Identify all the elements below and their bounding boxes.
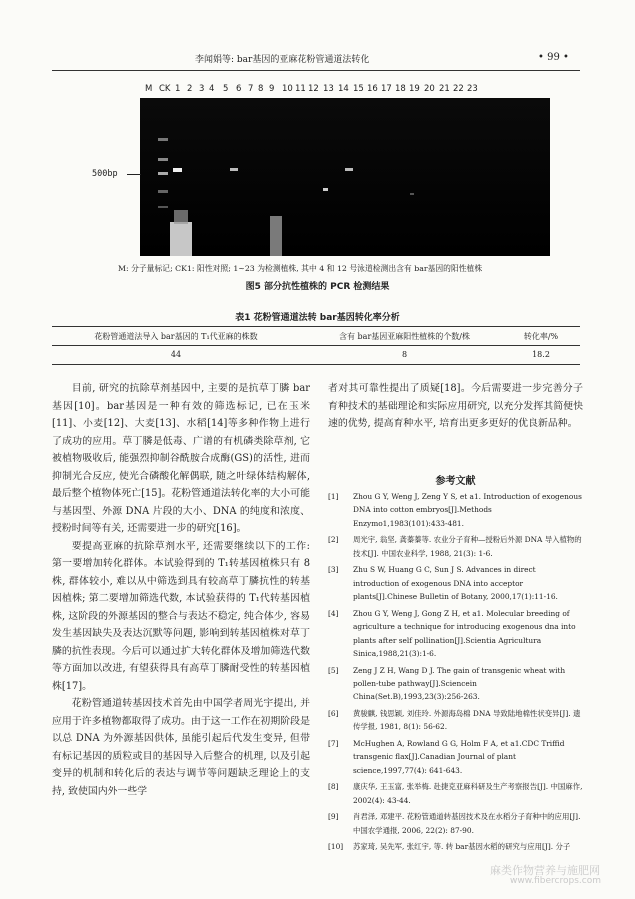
gel-lane-label: 2	[187, 84, 193, 94]
gel-lane-label: 12	[308, 84, 319, 94]
table-header-cell: 转化率/%	[523, 332, 559, 341]
reference-item	[328, 737, 583, 777]
reference-item	[328, 607, 583, 661]
table-cell: 44	[170, 350, 182, 359]
marker-size-label: 500bp	[92, 169, 118, 179]
reference-text: 肖君泽, 邓建平. 花粉管通道转基因技术及在水稻分子育种中的应用[J]. 中国农学通报, 2006, 22(2): 87-90.	[353, 812, 581, 835]
reference-number: [9]	[328, 812, 339, 822]
reference-number: [2]	[328, 535, 339, 545]
table-header-row	[52, 327, 580, 345]
reference-number: [7]	[328, 739, 339, 749]
reference-number: [5]	[328, 665, 339, 675]
reference-text: 康庆华, 王玉富, 张举梅. 赴捷克亚麻科研及生产考察报告[J]. 中国麻作, 2002(4): 43-44.	[353, 782, 583, 805]
gel-lane-label: 8	[258, 84, 264, 94]
reference-number: [10]	[328, 842, 344, 852]
figure-note: M: 分子量标记; CK1: 阳性对照; 1~23 为检测植株, 其中 4 和 12 号泳道检测出含有 bar基因的阳性植株	[118, 264, 483, 273]
gel-lane-labels	[145, 84, 555, 96]
reference-item	[328, 810, 583, 837]
watermark-text: 麻类作物营养与施肥网	[490, 864, 600, 877]
reference-number: [6]	[328, 709, 339, 719]
reference-list	[328, 490, 583, 857]
reference-text: 苏家琦, 吴先军, 张红宇, 等. 转 bar基因水稻的研究与应用[J]. 分子	[353, 842, 571, 852]
reference-item	[328, 707, 583, 734]
gel-lane-label: 4	[209, 84, 215, 94]
pcr-gel-image	[140, 98, 550, 256]
running-header	[0, 52, 635, 68]
gel-lane-label: 1	[175, 84, 181, 94]
reference-number: [4]	[328, 608, 339, 618]
table-header-cell: 含有 bar基因亚麻阳性植株的个数/株	[339, 332, 470, 341]
gel-lane-label: 18	[395, 84, 406, 94]
reference-item	[328, 490, 583, 530]
gel-lane-label: CK	[159, 84, 171, 94]
reference-text: McHughen A, Rowland G G, Holm F A, et a1.CDC Triffid transgenic flax[J].Canadian Journal of plant science,1997,77(4): 641-643.	[353, 739, 565, 775]
gel-lane-label: 14	[338, 84, 349, 94]
body-text-right-column	[328, 380, 583, 433]
gel-lane-label: 7	[248, 84, 254, 94]
reference-item	[328, 563, 583, 603]
body-paragraph: 目前, 研究的抗除草剂基因中, 主要的是抗草丁膦 bar基因[10]。bar基因是一种有效的筛选标记, 已在玉米[11]、小麦[12]、大麦[13]、水稻[14]等多种作物上进行了成功的应用。草丁膦是低毒、广谱的有机磷类除草剂, 它被植物吸收后, 能强烈抑制谷酰胺合成酶(GS)的活性, 进而抑制光合反应, 使光合磷酸化解偶联, 随之叶绿体结构解体, 最后整个植物体死亡[15]。花粉管通道法转化率的大小可能与基因型、外源 DNA 片段的大小、DNA 的纯度和浓度、授粉时间等有关, 还需要进一步的研究[16]。	[52, 383, 310, 534]
table-header-cell: 花粉管通道法导入 bar基因的 T₁代亚麻的株数	[94, 332, 258, 341]
running-title: 李闻娟等: bar基因的亚麻花粉管通道法转化	[195, 55, 370, 65]
reference-text: Zhou G Y, Weng J, Gong Z H, et a1. Molecular breeding of agriculture a technique for introducing exogenous dna into plants after self pollination[J].Scientia Agricultura Sinica,1988,21(3):1-6.	[353, 608, 576, 659]
references-heading: 参考文献	[435, 476, 476, 487]
table-caption: 表1 花粉管通道法转 bar基因转化率分析	[235, 313, 400, 323]
marker-pointer-line	[127, 174, 141, 175]
reference-number: [1]	[328, 492, 339, 501]
gel-lane-label: 21	[439, 84, 450, 94]
gel-lane-label: 16	[367, 84, 378, 94]
table-cell: 8	[401, 350, 408, 359]
reference-text: Zeng J Z H, Wang D J. The gain of transgenic wheat with pollen-tube pathway[J].Sciencein China(Set.B),1993,23(3):256-263.	[353, 665, 566, 702]
body-paragraph: 花粉管通道转基因技术首先由中国学者周光宇提出, 并应用于许多植物都取得了成功。由于这一工作在初期阶段是以总 DNA 为外源基因供体, 虽能引起后代发生变异, 但带有标记基因的质粒或目的基因导入后整合的机理, 以及引起变异的机制和转化后的表达与调节等问题缺乏理论上的支持, 致使国内外一些学	[52, 698, 310, 797]
reference-text: Zhou G Y, Weng J, Zeng Y S, et a1. Introduction of exogenous DNA into cotton embryos[J].Methods Enzymo1,1983(101):433-481.	[353, 492, 582, 528]
gel-lane-label: 13	[323, 84, 334, 94]
figure-caption: 图5 部分抗性植株的 PCR 检测结果	[245, 282, 390, 292]
gel-lane-label: 22	[453, 84, 464, 94]
table-cell: 18.2	[532, 350, 550, 359]
gel-lane-label: 20	[424, 84, 435, 94]
gel-image-graphic	[140, 98, 550, 256]
table-row	[52, 346, 580, 364]
body-paragraph: 者对其可靠性提出了质疑[18]。今后需要进一步完善分子育种技术的基础理论和实际应用研究, 以充分发挥其简便快速的优势, 提高育种水平, 培育出更多更好的优良新品种。	[328, 383, 583, 429]
gel-lane-label: 5	[223, 84, 229, 94]
body-paragraph: 要提高亚麻的抗除草剂水平, 还需要继续以下的工作: 第一要增加转化群体。本试验得到的 T₁转基因植株只有 8 株, 群体较小, 难以从中筛选到具有较高草丁膦抗性的转基因植株; 第二要增加筛选代数, 本试验获得的 T₁代转基因植株, 这阶段的外源基因的整合与表达不稳定, 纯合体少, 容易发生基因缺失及表达沉默等问题, 影响到转基因植株对草丁膦的抗性表现。今后可以通过扩大转化群体及增加筛选代数等方面加以改进, 有望获得具有高草丁膦耐受性的转基因植株[17]。	[52, 540, 310, 692]
data-table	[52, 326, 580, 365]
gel-lane-label: M	[145, 84, 153, 94]
table-bottom-rule	[52, 364, 580, 365]
gel-lane-label: 15	[353, 84, 364, 94]
header-rule	[52, 70, 580, 71]
body-text-left-column	[52, 380, 310, 800]
reference-text: 周光宇, 翁坚, 龚蓁蓁等. 农业分子育种—授粉后外源 DNA 导入植物的技术[J]. 中国农业科学, 1988, 21(3): 1-6.	[353, 535, 582, 558]
reference-text: Zhu S W, Huang G C, Sun J S. Advances in direct introduction of exogenous DNA into acceptor plants[J].Chinese Bulletin of Botany, 2000,17(1):11-16.	[353, 565, 558, 602]
gel-lane-label: 9	[269, 84, 275, 94]
gel-lane-label: 23	[467, 84, 478, 94]
gel-lane-label: 11	[295, 84, 306, 94]
reference-number: [3]	[328, 565, 339, 575]
reference-item	[328, 780, 583, 807]
reference-number: [8]	[328, 782, 339, 792]
reference-text: 黄骏麒, 钱思颖, 刘佳玲. 外源海岛棉 DNA 导致陆地棉性状变异[J]. 遗传学报, 1981, 8(1): 56-62.	[353, 709, 581, 732]
reference-item	[328, 664, 583, 704]
gel-lane-label: 10	[282, 84, 293, 94]
reference-item	[328, 840, 583, 853]
reference-item	[328, 533, 583, 560]
gel-lane-label: 17	[381, 84, 392, 94]
watermark-url: www.fibercrops.com	[510, 876, 601, 886]
gel-lane-label: 19	[409, 84, 420, 94]
page-number: • 99 •	[538, 52, 569, 63]
gel-lane-label: 3	[199, 84, 205, 94]
gel-lane-label: 6	[236, 84, 242, 94]
